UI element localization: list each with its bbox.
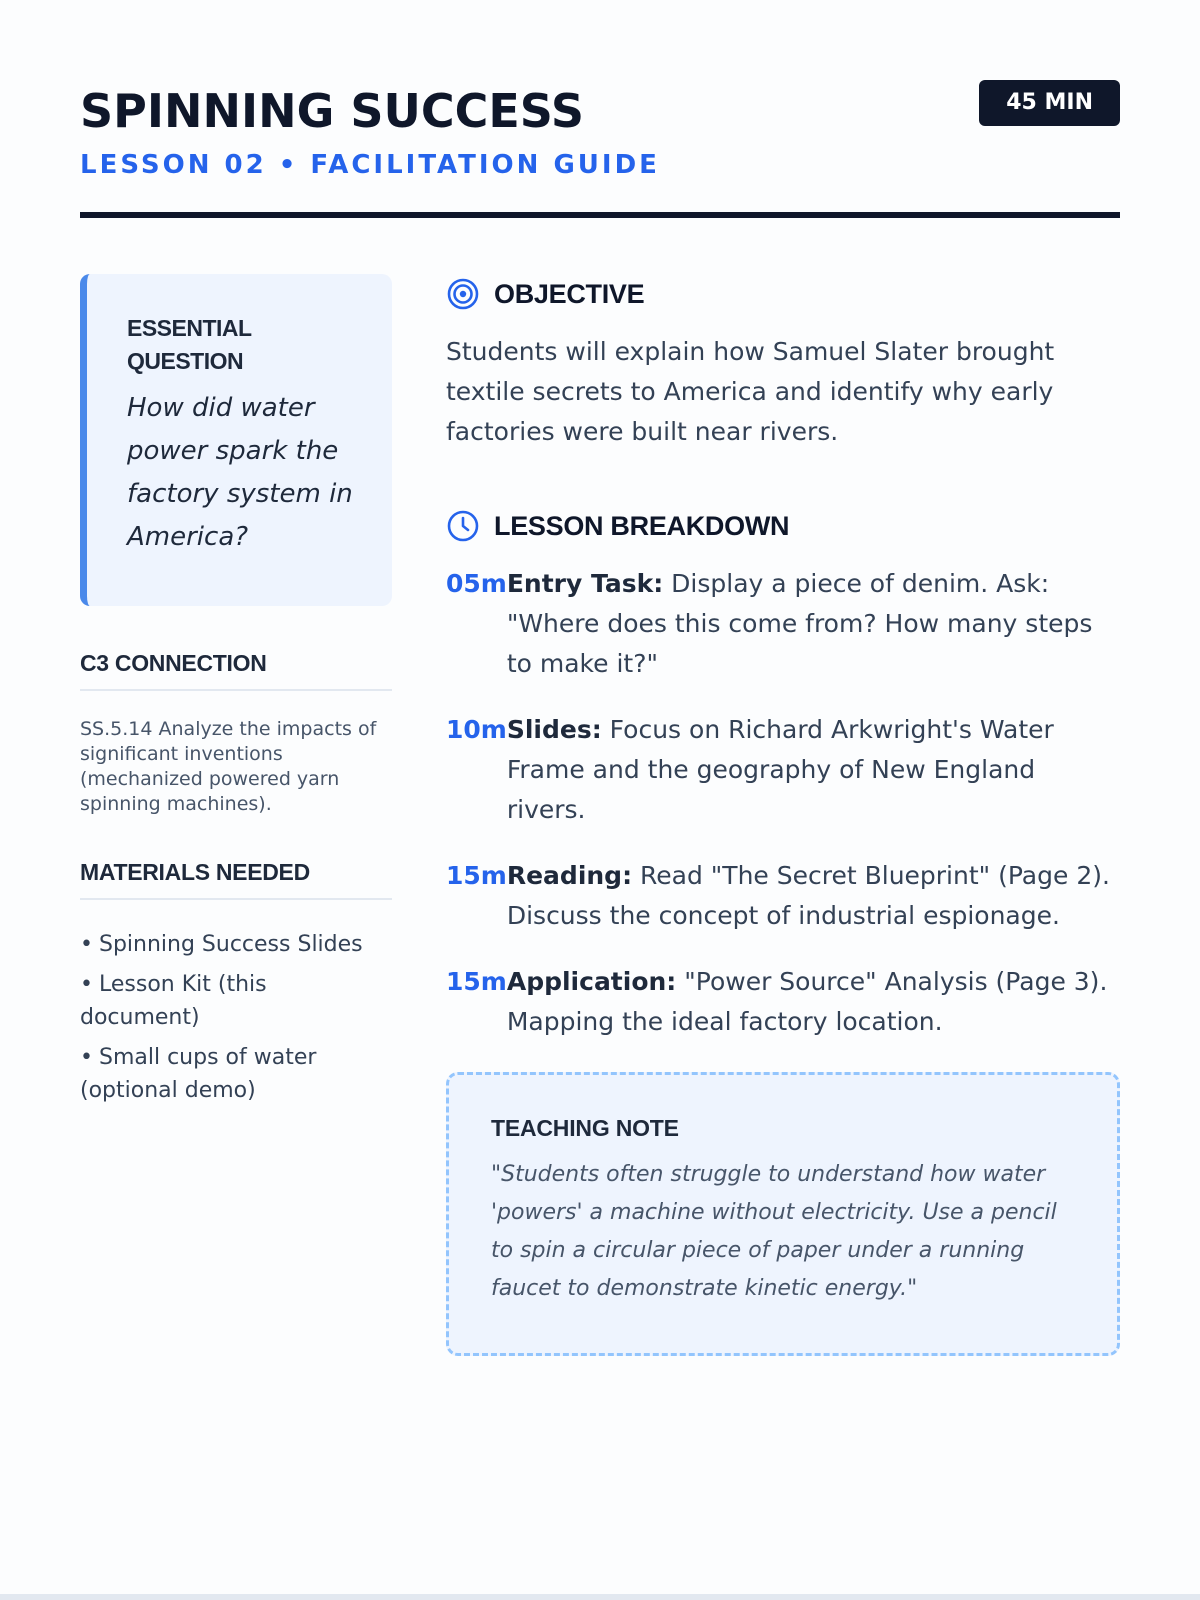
target-icon xyxy=(446,277,480,311)
materials-list-item: • Spinning Success Slides xyxy=(80,932,363,957)
teaching-note-box xyxy=(446,1072,1120,1356)
c3-connection-text: SS.5.14 Analyze the impacts of significant inventions (mechanized powered yarn spinning machines). xyxy=(80,718,377,815)
clock-icon xyxy=(446,509,480,543)
breakdown-item xyxy=(446,856,1120,936)
breakdown-item xyxy=(446,710,1120,830)
essential-question-text: How did water power spark the factory system in America? xyxy=(127,393,353,552)
sidebar xyxy=(80,274,392,1114)
breakdown-title: Application: xyxy=(506,967,677,996)
breakdown-text: Display a piece of denim. Ask: "Where does this come from? How many steps to make it?" xyxy=(506,569,1093,678)
teaching-note-label: TEACHING NOTE xyxy=(491,1115,679,1141)
materials-heading: MATERIALS NEEDED xyxy=(80,859,392,900)
breakdown-title: Slides: xyxy=(506,715,602,744)
materials-list-item: • Small cups of water (optional demo) xyxy=(80,1045,317,1103)
breakdown-time: 15m xyxy=(446,967,507,996)
breakdown-body xyxy=(507,710,1120,830)
objective-text: Students will explain how Samuel Slater brought textile secrets to America and identify why early factories were built near rivers. xyxy=(446,337,1055,446)
lesson-breakdown-heading xyxy=(446,506,1120,546)
page-bottom-border xyxy=(0,1594,1200,1600)
breakdown-time: 05m xyxy=(446,569,507,598)
breakdown-body xyxy=(507,564,1120,684)
breakdown-text: "Power Source" Analysis (Page 3). Mapping the ideal factory location. xyxy=(506,967,1108,1036)
breakdown-item xyxy=(446,962,1120,1042)
breakdown-text: Read "The Secret Blueprint" (Page 2). Discuss the concept of industrial espionage. xyxy=(506,861,1110,930)
breakdown-list xyxy=(446,564,1120,1042)
objective-heading xyxy=(446,274,1120,314)
main-content xyxy=(446,274,1120,1356)
lesson-breakdown-label: LESSON BREAKDOWN xyxy=(494,510,790,541)
essential-question-label: ESSENTIAL QUESTION xyxy=(127,315,252,374)
duration-badge: 45 MIN xyxy=(979,80,1120,126)
header-divider xyxy=(80,212,1120,218)
breakdown-item xyxy=(446,564,1120,684)
breakdown-body xyxy=(507,962,1120,1042)
materials-list-item: • Lesson Kit (this document) xyxy=(80,972,267,1030)
breakdown-title: Entry Task: xyxy=(506,569,664,598)
page-header xyxy=(80,80,1120,182)
page-title: SPINNING SUCCESS xyxy=(80,84,584,138)
objective-heading-label: OBJECTIVE xyxy=(494,278,645,309)
breakdown-title: Reading: xyxy=(506,861,633,890)
materials-list xyxy=(80,928,392,1107)
c3-connection-heading: C3 CONNECTION xyxy=(80,650,392,691)
essential-question-card xyxy=(80,274,392,606)
page-subtitle: LESSON 02 • FACILITATION GUIDE xyxy=(80,150,660,180)
breakdown-time: 10m xyxy=(446,715,507,744)
breakdown-body xyxy=(507,856,1120,936)
breakdown-time: 15m xyxy=(446,861,507,890)
breakdown-text: Focus on Richard Arkwright's Water Frame and the geography of New England rivers. xyxy=(506,715,1054,824)
teaching-note-text: "Students often struggle to understand how water 'powers' a machine without electricity. Use a pencil to spin a circular piece of paper under a running faucet to demonstrate kinetic energy." xyxy=(491,1162,1057,1301)
